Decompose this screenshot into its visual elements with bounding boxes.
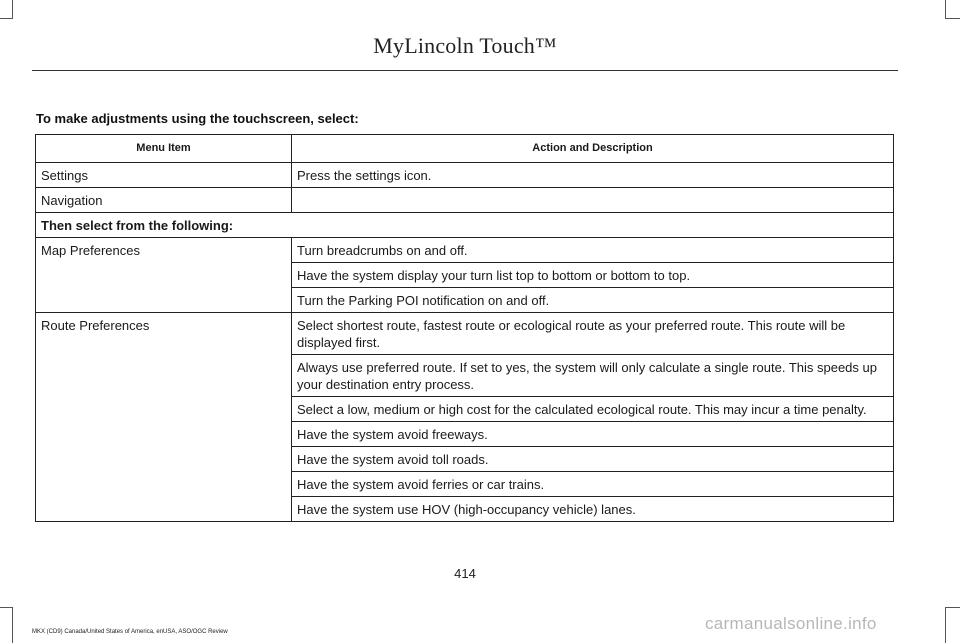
action-cell: Turn breadcrumbs on and off. (292, 238, 894, 263)
page-title: MyLincoln Touch™ (373, 33, 557, 58)
watermark: carmanualsonline.info (705, 614, 877, 633)
table-row (36, 238, 894, 263)
menu-item-cell: Settings (36, 163, 292, 188)
section-row (36, 213, 894, 238)
table-row (36, 188, 894, 213)
action-cell: Turn the Parking POI notification on and off. (292, 288, 894, 313)
crop-mark-top-right-v (945, 0, 946, 18)
table-row (36, 313, 894, 355)
menu-item-cell: Map Preferences (36, 238, 292, 313)
menu-item-cell: Route Preferences (36, 313, 292, 522)
column-header-menu-item: Menu Item (36, 135, 292, 163)
crop-mark-bottom-left-h (0, 607, 13, 608)
table-row (36, 163, 894, 188)
action-cell: Select a low, medium or high cost for the calculated ecological route. This may incur a time penalty. (292, 397, 894, 422)
action-cell: Have the system avoid ferries or car trains. (292, 472, 894, 497)
action-cell: Have the system avoid toll roads. (292, 447, 894, 472)
page-number: 414 (454, 566, 476, 581)
action-cell: Select shortest route, fastest route or ecological route as your preferred route. This route will be displayed first. (292, 313, 894, 355)
action-cell: Have the system display your turn list top to bottom or bottom to top. (292, 263, 894, 288)
action-cell: Always use preferred route. If set to yes, the system will only calculate a single route. This speeds up your destination entry process. (292, 355, 894, 397)
crop-mark-bottom-right-v (945, 607, 946, 643)
crop-mark-top-left-v (12, 0, 13, 18)
table-header-row (36, 135, 894, 163)
action-cell: Press the settings icon. (292, 163, 894, 188)
footer-text: MKX (CD9) Canada/United States of America, enUSA, ASO/OGC Review (32, 629, 228, 635)
intro-text: To make adjustments using the touchscreen, select: (36, 111, 359, 126)
crop-mark-bottom-left-v (12, 607, 13, 643)
section-label: Then select from the following: (36, 213, 894, 238)
menu-item-cell: Navigation (36, 188, 292, 213)
action-cell (292, 188, 894, 213)
crop-mark-bottom-right-h (945, 607, 960, 608)
header-divider (32, 70, 898, 71)
settings-table (35, 134, 894, 522)
crop-mark-top-right-h (945, 18, 960, 19)
action-cell: Have the system use HOV (high-occupancy vehicle) lanes. (292, 497, 894, 522)
crop-mark-top-left-h (0, 18, 13, 19)
action-cell: Have the system avoid freeways. (292, 422, 894, 447)
column-header-action: Action and Description (292, 135, 894, 163)
